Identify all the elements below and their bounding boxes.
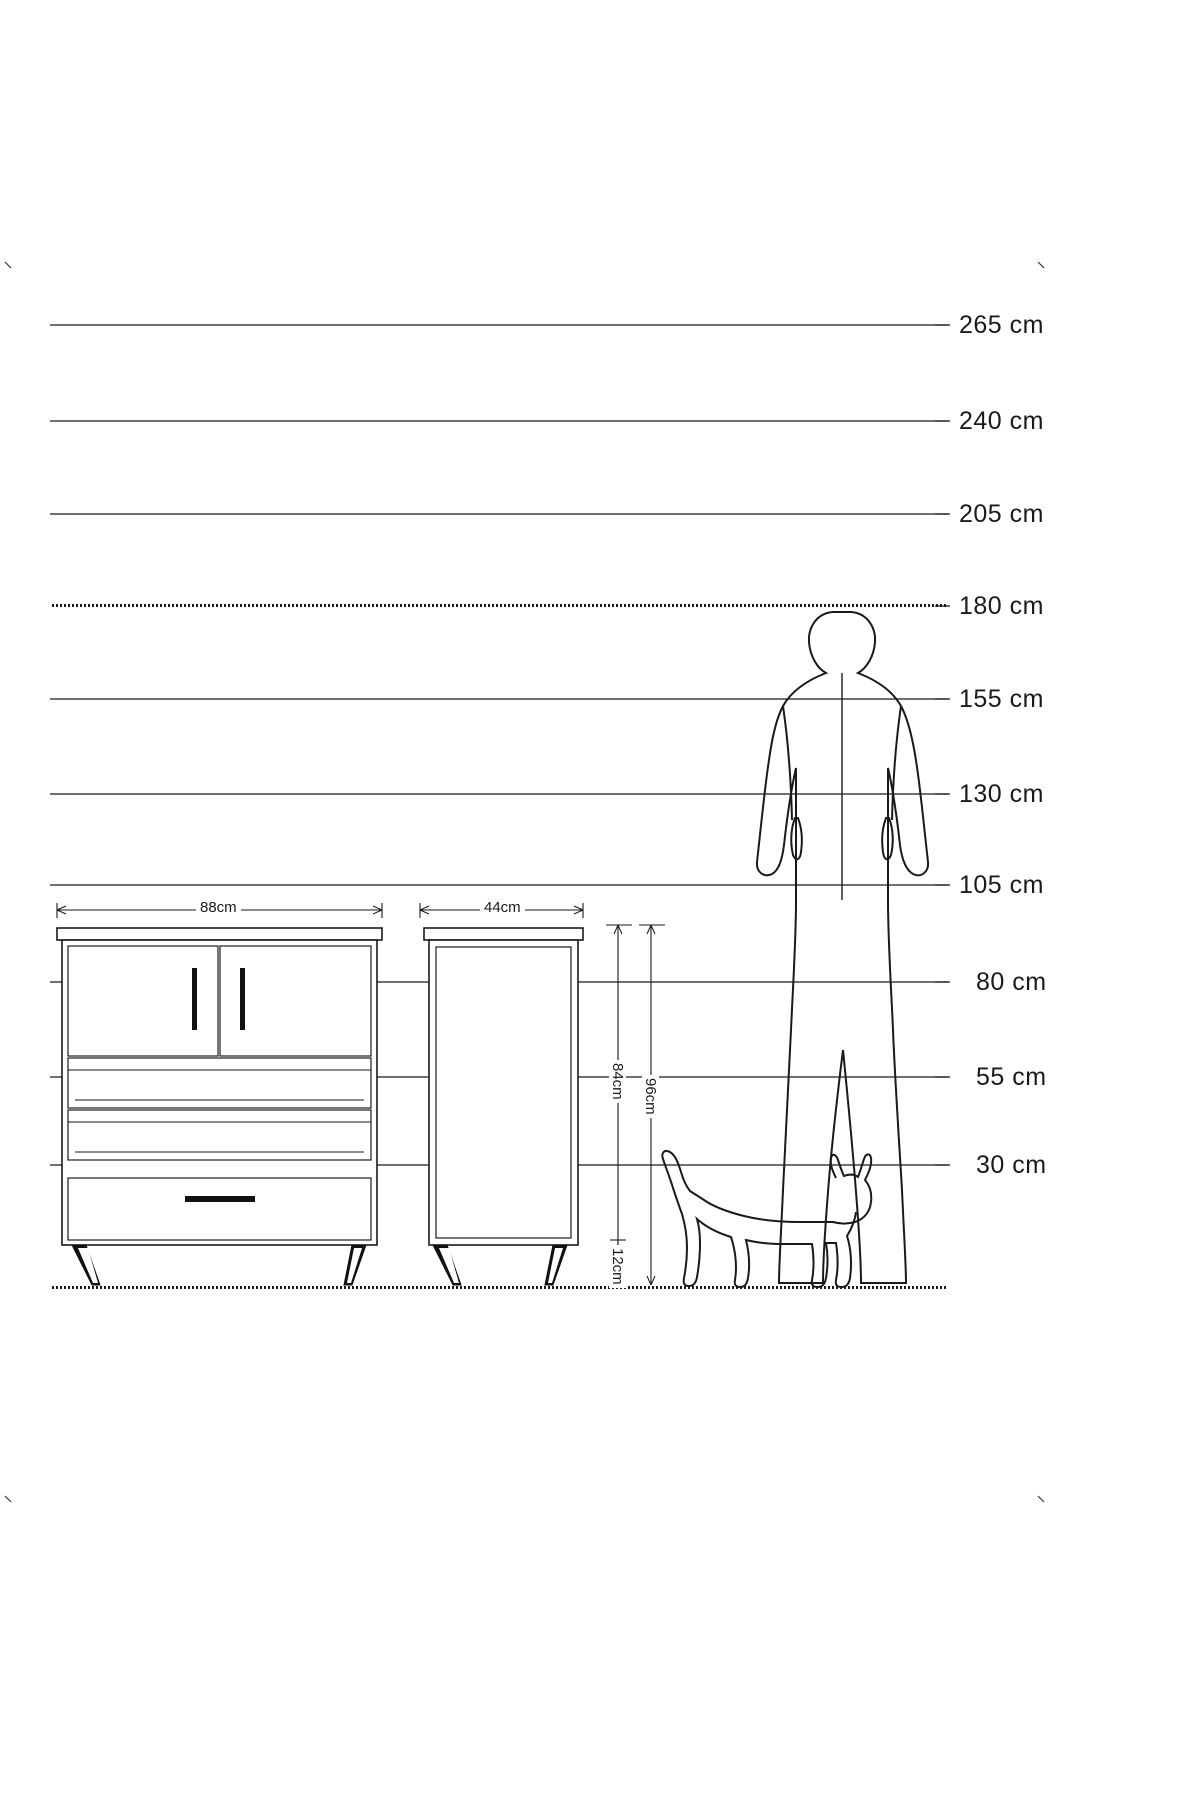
dimension-label-44cm: 44cm xyxy=(480,899,525,916)
tall-cabinet xyxy=(424,928,583,1285)
scale-label-80: 80 cm xyxy=(976,968,1047,996)
scale-label-30: 30 cm xyxy=(976,1151,1047,1179)
reference-line-180 xyxy=(50,604,948,607)
sideboard-cabinet xyxy=(57,928,382,1285)
scale-label-105: 105 cm xyxy=(959,871,1044,899)
human-silhouette-man xyxy=(757,612,928,1283)
dimension-label-84cm: 84cm xyxy=(609,1060,626,1103)
scale-label-240: 240 cm xyxy=(959,407,1044,435)
label-leader-ticks xyxy=(935,325,950,1165)
scale-label-130: 130 cm xyxy=(959,780,1044,808)
scale-label-265: 265 cm xyxy=(959,311,1044,339)
dimension-label-88cm: 88cm xyxy=(196,899,241,916)
scale-label-205: 205 cm xyxy=(959,500,1044,528)
scale-label-155: 155 cm xyxy=(959,685,1044,713)
cat-silhouette xyxy=(662,1151,871,1287)
dimension-label-12cm: 12cm xyxy=(609,1245,626,1288)
scale-label-180: 180 cm xyxy=(959,592,1044,620)
dimension-label-96cm: 96cm xyxy=(642,1075,659,1118)
scale-label-55: 55 cm xyxy=(976,1063,1047,1091)
height-dimension-84 xyxy=(606,925,632,1285)
